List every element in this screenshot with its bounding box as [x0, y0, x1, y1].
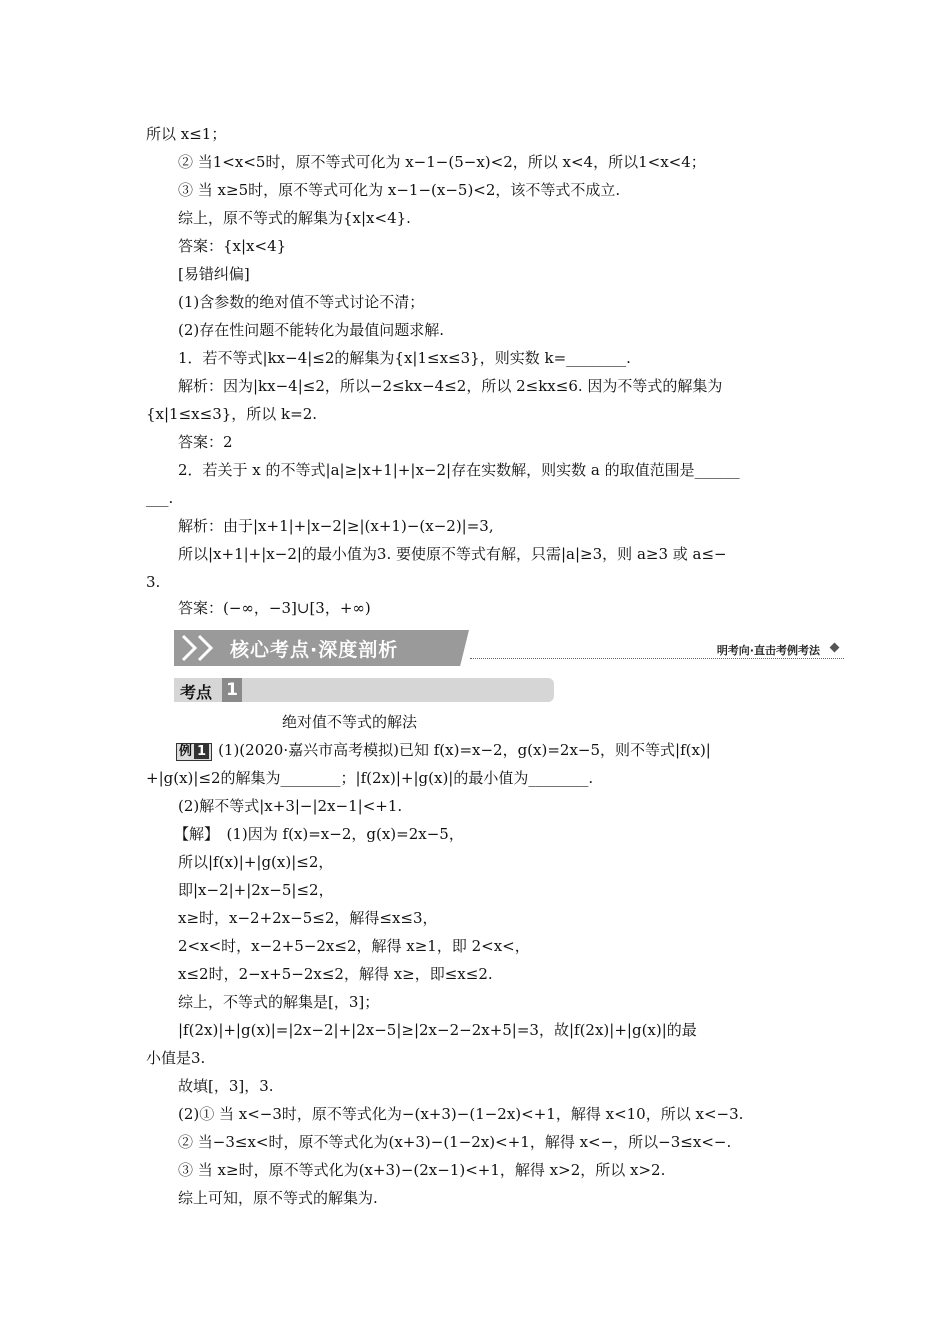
- solution-line: 2<x<时，x−2+5−2x≤2，解得 x≥1，即 2<x<，: [178, 937, 530, 955]
- example-line: (2)解不等式|x+3|−|2x−1|<+1.: [178, 797, 403, 815]
- example-badge: [176, 743, 212, 761]
- text-line: ② 当1<x<5时，原不等式可化为 x−1−(5−x)<2，所以 x<4，所以1<x<4；: [178, 153, 706, 171]
- text-line: ___.: [146, 489, 174, 507]
- text-line: ③ 当 x≥5时，原不等式可化为 x−1−(x−5)<2，该不等式不成立.: [178, 181, 621, 199]
- banner-divider: [470, 658, 844, 659]
- diamond-icon: [830, 643, 840, 653]
- answer-line: 答案：{x|x<4}: [178, 237, 287, 255]
- text-line: 3.: [146, 573, 161, 591]
- solution-line: 所以|f(x)|+|g(x)|≤2，: [178, 853, 334, 871]
- example-line: [176, 740, 711, 761]
- text-line: 所以|x+1|+|x−2|的最小值为3. 要使原不等式有解，只需|a|≥3，则 a≥3 或 a≤−: [178, 545, 727, 563]
- text-line: {x|1≤x≤3}，所以 k=2.: [146, 405, 318, 423]
- example-badge-number: 1: [194, 744, 209, 759]
- chevron-right-icon: [196, 634, 214, 662]
- kaodian-bar: [174, 678, 554, 702]
- solution-line: |f(2x)|+|g(x)|=|2x−2|+|2x−5|≥|2x−2−2x+5|=3，故|f(2x)|+|g(x)|的最: [178, 1021, 697, 1039]
- banner-subtitle: 明考向·直击考例考法: [716, 644, 820, 657]
- solution-line: 小值是3.: [146, 1049, 206, 1067]
- solution-line: 【解】 (1)因为 f(x)=x−2，g(x)=2x−5，: [174, 825, 464, 843]
- section-banner: [174, 630, 844, 666]
- solution-line: ③ 当 x≥时，原不等式化为(x+3)−(2x−1)<+1，解得 x>2，所以 x>2.: [178, 1161, 666, 1179]
- text-line: 综上，原不等式的解集为{x|x<4}.: [178, 209, 411, 227]
- solution-line: x≥时，x−2+2x−5≤2，解得≤x≤3，: [178, 909, 438, 927]
- answer-line: 答案：2: [178, 433, 233, 451]
- text-line: 解析：因为|kx−4|≤2，所以−2≤kx−4≤2，所以 2≤kx≤6. 因为不等式的解集为: [178, 377, 723, 395]
- question-line: 1．若不等式|kx−4|≤2的解集为{x|1≤x≤3}，则实数 k=________.: [178, 349, 631, 367]
- example-text: (1)(2020·嘉兴市高考模拟)已知 f(x)=x−2，g(x)=2x−5，则不等式|f(x)|: [218, 741, 711, 759]
- solution-line: 综上，不等式的解集是[，3]；: [178, 993, 380, 1011]
- kaodian-label: 考点: [180, 683, 213, 702]
- answer-line: 答案：(−∞，−3]∪[3，+∞): [178, 599, 371, 617]
- example-badge-label: 例: [179, 744, 193, 759]
- solution-line: 即|x−2|+|2x−5|≤2，: [178, 881, 334, 899]
- text-line: 解析：由于|x+1|+|x−2|≥|(x+1)−(x−2)|=3,: [178, 517, 494, 535]
- question-line: 2．若关于 x 的不等式|a|≥|x+1|+|x−2|存在实数解，则实数 a 的取值范围是______: [178, 461, 740, 479]
- solution-line: x≤2时，2−x+5−2x≤2，解得 x≥，即≤x≤2.: [178, 965, 493, 983]
- section-heading: [易错纠偏]: [178, 265, 250, 283]
- text-line: (1)含参数的绝对值不等式讨论不清；: [178, 293, 425, 311]
- example-line: +|g(x)|≤2的解集为________；|f(2x)|+|g(x)|的最小值为________.: [146, 769, 594, 787]
- kaodian-number: 1: [222, 678, 242, 702]
- solution-line: 综上可知，原不等式的解集为.: [178, 1189, 378, 1207]
- solution-line: 故填[，3]，3.: [178, 1077, 274, 1095]
- text-line: (2)存在性问题不能转化为最值问题求解.: [178, 321, 445, 339]
- solution-line: (2)① 当 x<−3时，原不等式化为−(x+3)−(1−2x)<+1，解得 x<10，所以 x<−3.: [178, 1105, 744, 1123]
- banner-title: 核心考点·深度剖析: [230, 639, 399, 661]
- text-line: 所以 x≤1；: [146, 125, 227, 143]
- solution-line: ② 当−3≤x<时，原不等式化为(x+3)−(1−2x)<+1，解得 x<−，所以−3≤x<−.: [178, 1133, 732, 1151]
- kaodian-title: 绝对值不等式的解法: [282, 713, 418, 731]
